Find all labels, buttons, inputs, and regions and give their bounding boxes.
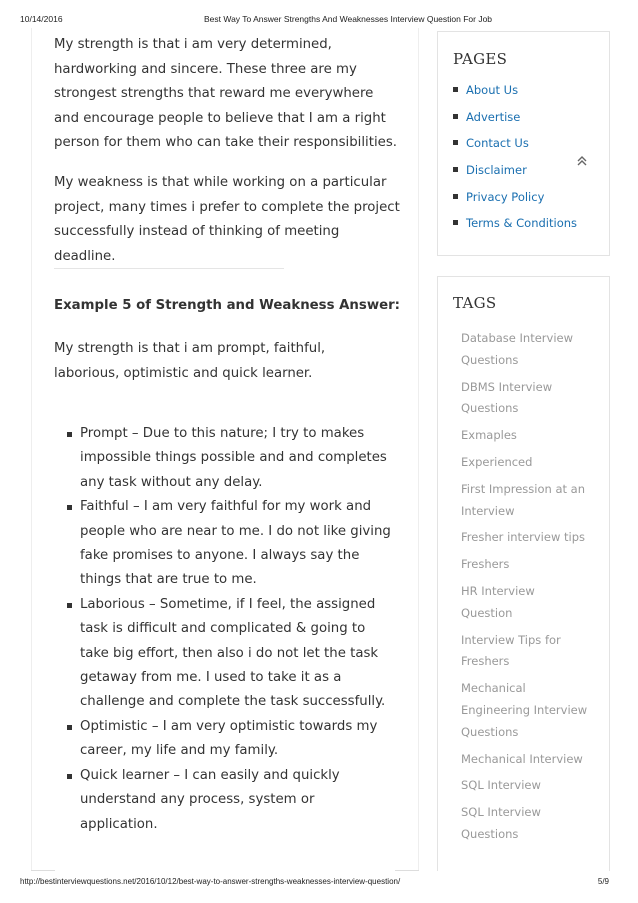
tag-link[interactable]: SQL Interview Questions: [461, 805, 541, 841]
example-heading: Example 5 of Strength and Weakness Answer:: [54, 298, 400, 313]
tags-widget: [437, 276, 610, 871]
pages-widget-title: PAGES: [453, 50, 508, 68]
bullet-icon: [67, 603, 72, 608]
print-url: http://bestinterviewquestions.net/2016/10/12/best-way-to-answer-strengths-weaknesses-interview-question/: [20, 877, 401, 886]
page-link-label: About Us: [466, 83, 519, 97]
tag-link[interactable]: Interview Tips for Freshers: [461, 632, 561, 669]
tag-link[interactable]: DBMS Interview Questions: [461, 379, 553, 416]
page-link-contact-us[interactable]: [453, 135, 577, 162]
tag-link[interactable]: Freshers: [461, 557, 510, 572]
paragraph-strength: My strength is that i am very determined, hardworking and sincere. These three are my strongest strengths that reward me everywhere and encourage people to believe that I am a right person for them who can take their responsibilities.: [54, 37, 397, 151]
bullet-icon: [67, 725, 72, 730]
border-accent: [395, 870, 419, 871]
list-item-text: Laborious – Sometime, if I feel, the assigned task is difficult and complicated & going to take big effort, then also i do not let the task getaway from me. I used to take it as a challenge and complete the task successfully.: [80, 596, 386, 710]
list-item: [64, 593, 394, 715]
border-accent: [31, 870, 55, 871]
tag-link[interactable]: HR Interview Question: [461, 583, 535, 620]
page-link-terms[interactable]: [453, 215, 577, 242]
page-link-disclaimer[interactable]: [453, 162, 577, 189]
tag-link[interactable]: Mechanical Engineering Interview Questions: [461, 681, 588, 739]
tag-link[interactable]: Exmaples: [461, 428, 517, 443]
tag-link[interactable]: Fresher interview tips: [461, 530, 585, 545]
bullet-icon: [453, 194, 458, 199]
bullet-icon: [67, 505, 72, 510]
page-link-label: Terms & Conditions: [466, 216, 578, 231]
paragraph-example-strength: My strength is that i am prompt, faithful, laborious, optimistic and quick learner.: [54, 341, 326, 381]
page-link-about-us[interactable]: [453, 82, 577, 109]
list-item: [64, 764, 394, 837]
list-item: [64, 495, 394, 593]
tag-link[interactable]: Database Interview Questions: [461, 331, 574, 367]
list-item: [64, 715, 394, 764]
pages-list: [453, 82, 577, 242]
scroll-to-top-icon[interactable]: [575, 153, 589, 169]
list-item-text: Optimistic – I am very optimistic towards my career, my life and my family.: [80, 718, 378, 759]
print-date: 10/14/2016: [20, 14, 63, 24]
bullet-icon: [453, 87, 458, 92]
tag-link[interactable]: First Impression at an Interview: [461, 481, 586, 518]
tag-link[interactable]: SQL Interview: [461, 778, 541, 793]
bullet-icon: [453, 140, 458, 145]
pages-widget: [437, 31, 610, 256]
list-item: [64, 422, 394, 495]
tag-link[interactable]: Mechanical Interview: [461, 751, 583, 766]
tags-list: [461, 328, 589, 851]
page-link-label: Advertise: [466, 109, 521, 124]
page-link-label: Disclaimer: [466, 163, 527, 178]
list-item-text: Prompt – Due to this nature; I try to makes impossible things possible and and completes any task without any delay.: [80, 426, 387, 490]
paragraph-weakness: My weakness is that while working on a particular project, many times i prefer to complete the project successfully instead of thinking of meeting deadline.: [54, 175, 400, 264]
tags-widget-title: TAGS: [453, 294, 497, 312]
page-link-privacy-policy[interactable]: [453, 189, 577, 216]
bullet-icon: [453, 114, 458, 119]
bullet-icon: [67, 774, 72, 779]
list-item-text: Faithful – I am very faithful for my work and people who are near to me. I do not like giving fake promises to anyone. I always say the things that are true to me.: [80, 499, 391, 588]
bullet-icon: [453, 167, 458, 172]
page-link-advertise[interactable]: [453, 109, 577, 136]
bullet-icon: [67, 432, 72, 437]
strength-list: [64, 422, 394, 837]
page-link-label: Privacy Policy: [466, 189, 545, 204]
page-link-label: Contact Us: [466, 136, 529, 151]
page-number: 5/9: [597, 877, 609, 886]
article-main: [31, 28, 419, 870]
divider: [54, 268, 284, 269]
tag-link[interactable]: Experienced: [461, 454, 533, 469]
bullet-icon: [453, 220, 458, 225]
print-title: Best Way To Answer Strengths And Weaknesses Interview Question For Job: [204, 14, 493, 24]
list-item-text: Quick learner – I can easily and quickly understand any process, system or application.: [80, 767, 340, 832]
